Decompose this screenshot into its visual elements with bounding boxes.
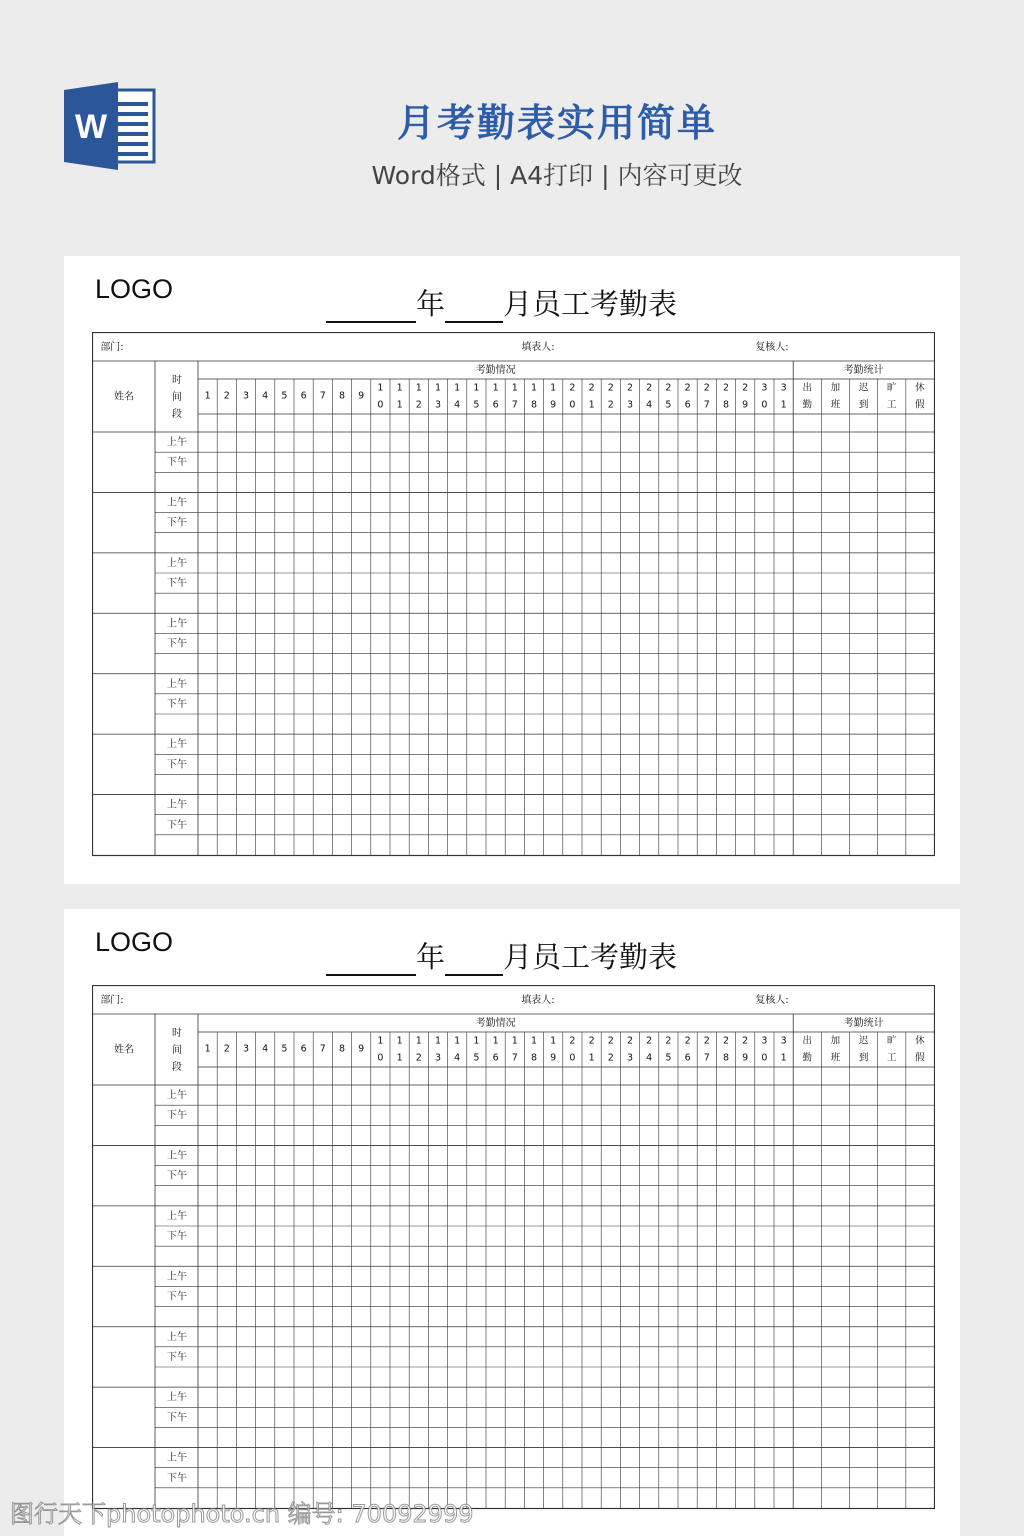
day-number-digit: 2	[722, 382, 730, 394]
day-number-digit: 0	[761, 399, 768, 411]
day-number: 7	[319, 390, 326, 402]
day-number-digit: 0	[569, 399, 576, 411]
pm-label: 下午	[167, 457, 187, 469]
stat-column-char: 假	[915, 1052, 925, 1064]
day-number-digit: 1	[550, 382, 557, 394]
day-number-digit: 1	[511, 382, 518, 394]
day-number-digit: 5	[473, 1052, 480, 1064]
word-icon-letter: W	[74, 108, 108, 146]
day-number-digit: 2	[646, 382, 653, 394]
period-header-char: 时	[172, 375, 182, 386]
day-number-digit: 1	[396, 1052, 403, 1064]
day-number-digit: 4	[646, 1052, 653, 1064]
stat-column-char: 勤	[802, 399, 813, 411]
stat-column-char: 旷	[887, 382, 897, 394]
day-number-digit: 1	[415, 1035, 422, 1047]
day-number-digit: 9	[742, 399, 749, 411]
day-number: 5	[281, 390, 288, 402]
day-number-digit: 4	[454, 399, 461, 411]
day-number-digit: 9	[742, 1052, 749, 1064]
sheet-title	[326, 282, 677, 323]
stat-column-char: 到	[858, 1052, 869, 1064]
day-number-digit: 1	[377, 1035, 384, 1047]
pm-label: 下午	[167, 1291, 187, 1303]
watermark: 图行天下photophoto.cn 编号: 70092999	[10, 1500, 474, 1528]
day-number-digit: 7	[511, 399, 518, 411]
am-label: 上午	[167, 437, 187, 449]
pm-label: 下午	[167, 578, 187, 590]
day-number-digit: 7	[703, 399, 710, 411]
pm-label: 下午	[167, 1351, 187, 1363]
pm-label: 下午	[167, 517, 187, 529]
day-number: 3	[242, 1043, 250, 1055]
day-number-digit: 2	[742, 382, 749, 394]
day-number: 6	[300, 1043, 307, 1055]
day-number-digit: 1	[454, 382, 461, 394]
attendance-sheet-1	[64, 256, 960, 884]
day-number-digit: 3	[626, 399, 634, 411]
reviewer-label: 复核人:	[755, 995, 789, 1006]
day-number-digit: 4	[646, 399, 653, 411]
day-number-digit: 1	[492, 1035, 499, 1047]
dept-label: 部门:	[100, 342, 124, 353]
day-number-digit: 2	[646, 1035, 653, 1047]
day-number-digit: 1	[434, 1035, 442, 1047]
sheet-title	[326, 935, 677, 976]
attendance-table	[92, 985, 935, 1510]
title-year-label: 年	[416, 287, 446, 321]
day-number-digit: 2	[415, 399, 422, 411]
day-number: 5	[281, 1043, 288, 1055]
year-blank	[326, 946, 416, 976]
day-number-digit: 3	[626, 1052, 634, 1064]
stat-column-char: 出	[802, 382, 813, 394]
day-number-digit: 3	[434, 1052, 442, 1064]
day-number-digit: 2	[722, 1035, 730, 1047]
day-number-digit: 9	[550, 399, 557, 411]
day-number-digit: 1	[588, 399, 595, 411]
attendance-header: 考勤情况	[475, 365, 516, 376]
stat-column-char: 勤	[802, 1052, 813, 1064]
day-number: 1	[204, 390, 211, 402]
day-number: 2	[223, 1043, 230, 1055]
period-header-char: 时	[172, 1028, 182, 1039]
day-number-digit: 2	[684, 382, 691, 394]
day-number-digit: 1	[396, 399, 403, 411]
pm-label: 下午	[167, 1472, 187, 1484]
day-number-digit: 7	[703, 1052, 710, 1064]
day-number-digit: 1	[454, 1035, 461, 1047]
stat-column-char: 迟	[858, 1035, 869, 1047]
day-number-digit: 2	[703, 1035, 710, 1047]
day-number-digit: 2	[588, 382, 595, 394]
page-title: 月考勤表实用简单	[396, 101, 717, 145]
day-number-digit: 6	[492, 1052, 499, 1064]
am-label: 上午	[167, 1271, 187, 1283]
logo-text: LOGO	[95, 274, 174, 304]
day-number-digit: 8	[722, 1052, 730, 1064]
day-number: 8	[338, 1043, 346, 1055]
pm-label: 下午	[167, 759, 187, 771]
am-label: 上午	[167, 557, 187, 569]
day-number-digit: 0	[761, 1052, 768, 1064]
table-border	[93, 986, 935, 1509]
title-rest-label: 月员工考勤表	[503, 940, 678, 974]
page-subtitle: Word格式 | A4打印 | 内容可更改	[371, 161, 743, 190]
day-number: 3	[242, 390, 250, 402]
stat-column-char: 班	[830, 1052, 841, 1064]
day-number: 4	[262, 1043, 269, 1055]
stats-header: 考勤统计	[843, 365, 884, 376]
day-number-digit: 1	[473, 382, 480, 394]
stats-header: 考勤统计	[843, 1018, 884, 1029]
day-number: 9	[358, 1043, 365, 1055]
pm-label: 下午	[167, 1231, 187, 1243]
stat-column-char: 加	[830, 382, 841, 394]
am-label: 上午	[167, 1090, 187, 1102]
day-number-digit: 1	[780, 1052, 787, 1064]
day-number-digit: 0	[377, 1052, 384, 1064]
day-number-digit: 3	[780, 382, 787, 394]
pm-label: 下午	[167, 638, 187, 650]
day-number: 9	[358, 390, 365, 402]
stat-column-char: 班	[830, 399, 841, 411]
attendance-sheet-2	[64, 909, 960, 1536]
period-header-char: 间	[172, 1045, 182, 1056]
day-number-digit: 1	[377, 382, 384, 394]
day-number-digit: 5	[473, 399, 480, 411]
stat-column-char: 工	[887, 399, 897, 411]
day-number-digit: 1	[396, 1035, 403, 1047]
month-blank	[445, 946, 503, 976]
stat-column-char: 到	[858, 399, 869, 411]
am-label: 上午	[167, 799, 187, 811]
day-number: 8	[338, 390, 346, 402]
day-number-digit: 2	[665, 382, 672, 394]
day-number: 4	[262, 390, 269, 402]
reviewer-label: 复核人:	[755, 342, 789, 353]
day-number-digit: 1	[530, 382, 538, 394]
day-number-digit: 8	[722, 399, 730, 411]
day-number-digit: 6	[684, 1052, 691, 1064]
day-number-digit: 3	[434, 399, 442, 411]
day-number-digit: 1	[434, 382, 442, 394]
day-number-digit: 4	[454, 1052, 461, 1064]
day-number: 6	[300, 390, 307, 402]
day-number-digit: 1	[473, 1035, 480, 1047]
attendance-table	[92, 332, 935, 857]
period-header-char: 段	[172, 409, 182, 420]
am-label: 上午	[167, 1210, 187, 1222]
am-label: 上午	[167, 1150, 187, 1162]
day-number-digit: 1	[550, 1035, 557, 1047]
day-number-digit: 2	[742, 1035, 749, 1047]
am-label: 上午	[167, 618, 187, 630]
stat-column-char: 加	[830, 1035, 841, 1047]
stat-column-char: 假	[915, 399, 925, 411]
day-number-digit: 2	[607, 399, 614, 411]
day-number-digit: 3	[780, 1035, 787, 1047]
day-number-digit: 2	[569, 382, 576, 394]
day-number-digit: 3	[761, 1035, 768, 1047]
day-number-digit: 1	[780, 399, 787, 411]
day-number-digit: 2	[607, 1052, 614, 1064]
day-number-digit: 6	[492, 399, 499, 411]
stat-column-char: 旷	[887, 1035, 897, 1047]
day-number-digit: 1	[530, 1035, 538, 1047]
period-header-char: 段	[172, 1062, 182, 1073]
day-number-digit: 2	[415, 1052, 422, 1064]
pm-label: 下午	[167, 698, 187, 710]
table-border	[93, 333, 935, 856]
day-number-digit: 5	[665, 399, 672, 411]
day-number-digit: 1	[492, 382, 499, 394]
period-header-char: 间	[172, 392, 182, 403]
day-number-digit: 2	[607, 382, 614, 394]
pm-label: 下午	[167, 1170, 187, 1182]
attendance-header: 考勤情况	[475, 1018, 516, 1029]
pm-label: 下午	[167, 1412, 187, 1424]
stat-column-char: 休	[915, 382, 925, 394]
filler-label: 填表人:	[521, 995, 555, 1006]
logo-text: LOGO	[95, 927, 174, 957]
year-blank	[326, 293, 416, 323]
day-number-digit: 2	[569, 1035, 576, 1047]
day-number-digit: 1	[511, 1035, 518, 1047]
day-number-digit: 2	[607, 1035, 614, 1047]
am-label: 上午	[167, 497, 187, 509]
day-number-digit: 0	[569, 1052, 576, 1064]
day-number: 1	[204, 1043, 211, 1055]
day-number-digit: 2	[626, 382, 634, 394]
am-label: 上午	[167, 1392, 187, 1404]
am-label: 上午	[167, 678, 187, 690]
day-number-digit: 8	[530, 1052, 538, 1064]
stat-column-char: 出	[802, 1035, 813, 1047]
day-number-digit: 1	[588, 1052, 595, 1064]
day-number-digit: 1	[415, 382, 422, 394]
title-rest-label: 月员工考勤表	[503, 287, 678, 321]
day-number-digit: 5	[665, 1052, 672, 1064]
filler-label: 填表人:	[521, 342, 555, 353]
day-number-digit: 3	[761, 382, 768, 394]
dept-label: 部门:	[100, 995, 124, 1006]
name-header: 姓名	[114, 391, 134, 403]
month-blank	[445, 293, 503, 323]
day-number-digit: 7	[511, 1052, 518, 1064]
name-header: 姓名	[114, 1044, 134, 1056]
pm-label: 下午	[167, 819, 187, 831]
day-number-digit: 0	[377, 399, 384, 411]
am-label: 上午	[167, 739, 187, 751]
am-label: 上午	[167, 1331, 187, 1343]
stat-column-char: 休	[915, 1035, 925, 1047]
day-number-digit: 2	[684, 1035, 691, 1047]
day-number-digit: 2	[665, 1035, 672, 1047]
day-number-digit: 2	[703, 382, 710, 394]
am-label: 上午	[167, 1452, 187, 1464]
day-number-digit: 2	[588, 1035, 595, 1047]
stat-column-char: 工	[887, 1052, 897, 1064]
day-number-digit: 2	[626, 1035, 634, 1047]
day-number-digit: 9	[550, 1052, 557, 1064]
day-number-digit: 1	[396, 382, 403, 394]
stat-column-char: 迟	[858, 382, 869, 394]
pm-label: 下午	[167, 1110, 187, 1122]
day-number: 7	[319, 1043, 326, 1055]
day-number-digit: 6	[684, 399, 691, 411]
title-year-label: 年	[416, 940, 446, 974]
day-number-digit: 8	[530, 399, 538, 411]
day-number: 2	[223, 390, 230, 402]
